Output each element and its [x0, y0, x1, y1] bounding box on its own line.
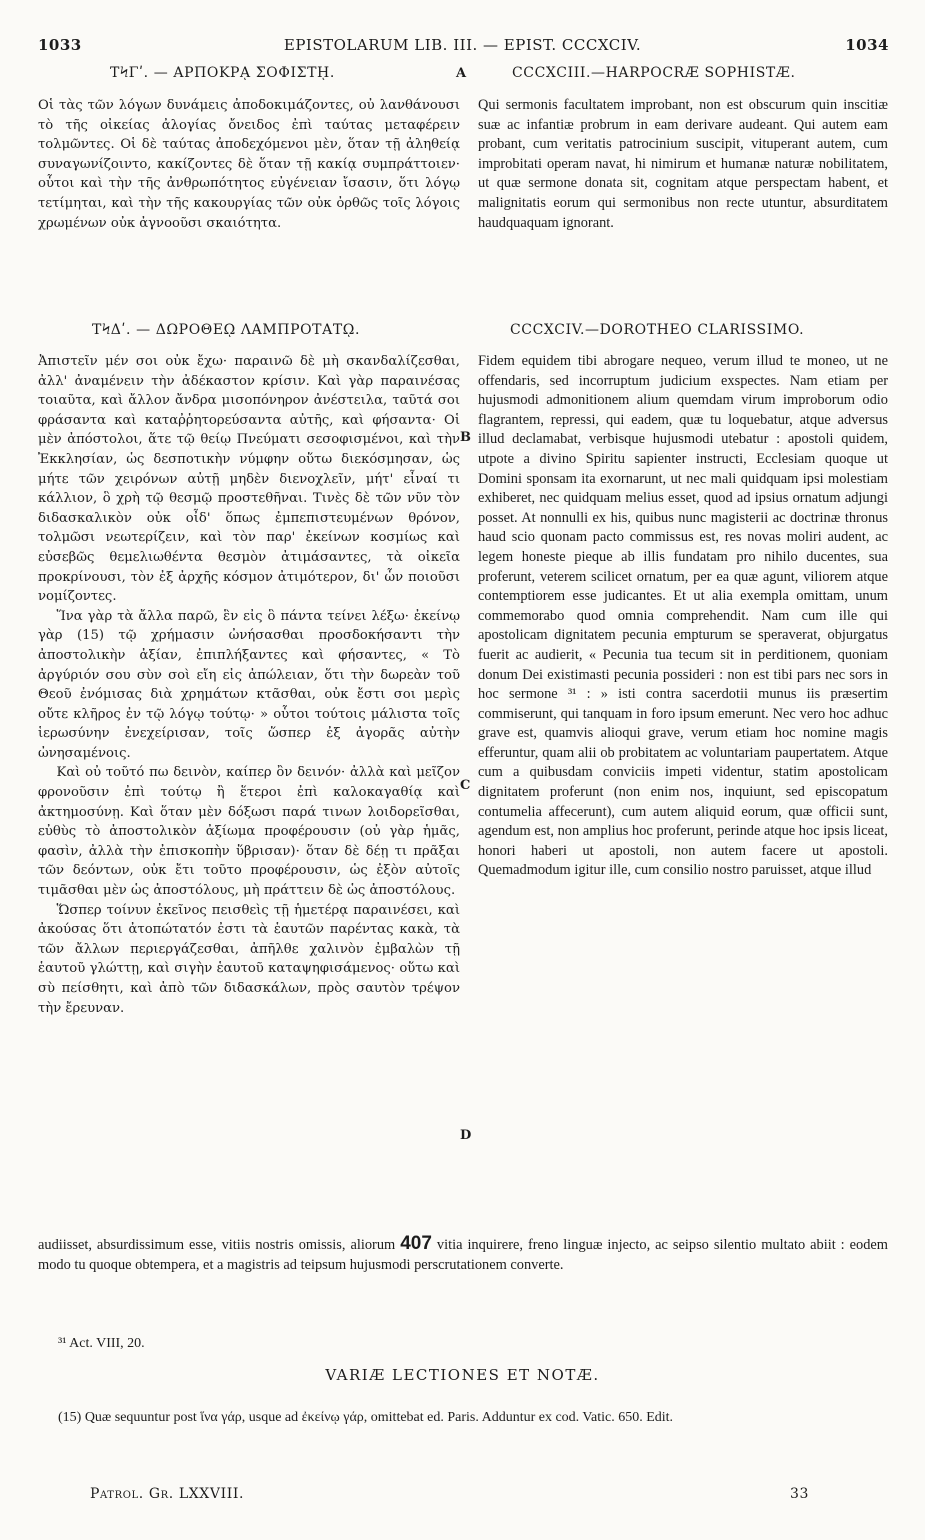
- page-column-left-number: 1033: [38, 36, 82, 54]
- margin-marker-b: B: [460, 430, 471, 445]
- page-number-footer: 33: [789, 1486, 809, 1502]
- running-title: EPISTOLARUM LIB. III. — EPIST. CCCXCIV.: [283, 36, 642, 54]
- greek-letter-title-394: ΤϞΔʹ. — ΔΩΡΟΘΕῼ ΛΑΜΠΡΟΤΑΤῼ.: [92, 322, 361, 338]
- series-footer: Patrol. Gr. LXXVIII.: [90, 1486, 245, 1502]
- page-column-right-number: 1034: [845, 36, 889, 54]
- greek-column-letter-393: [38, 96, 460, 233]
- latin-continuation-start: audiisset, absurdissimum esse, vitiis nostris omissis, aliorum: [38, 1237, 396, 1253]
- latin-paragraph: Fidem equidem tibi abrogare nequeo, verum illud te moneo, ut ne offendaris, sed incorruptum judicium exspectes. Nam etiam per hujusmodi admonitionem alium quemdam virum improborum odio flagrantem, repressi, qui eadem, quæ tu loquebatur, atque adversus illud declamabat, verbisque hujusmodi utebatur : apostoli quidem, utpote a divino Spiritu sapienter instructi, Ecclesiam quoque ut Domini sponsam ita exornarunt, ut nec mali quidquam ipsi molestiam exhiberet, nec quidquam melius esset, quod ad ipsius ornatum adjungi posset. At nonnulli ex his, quibus nunc magisterii ac doctrinæ thronus haud scio quonam pacto commissus est, res novas moliri audent, ac legem honeste pieque ab illis fundatam pro nihilo ducentes, sua proferunt, veterem scilicet ornatum, per ea quæ agunt, viliorem atque contemptiorem esse judicantes. Et ut alia exempla omittam, unum commemorabo quod omnia comprehendit. Nam cum ille qui apostolicam dignitatem pecunia empturum se speraverat, objurgatus fuerit ac audierit, « Pecunia tua tecum sit in perditionem, quoniam donum Dei existimasti pecunia possideri : non est tibi pars nec sors in hoc sermone ³¹ : » isti contra sacerdotii munus iis præsertim commiserunt, qui tanquam in foro ipsum emerunt. Nec vero hoc adhuc grave est, quamvis alioqui grave, verum etiam hoc nomine magis efferuntur, quam alii ob probitatem ac voluntariam paupertatem. Atque cum a quibusdam conviciis impeti videntur, statim apostolicam dignitatem proferunt (non enim nos, inquiunt, sed episcopatum contumelia affecerunt), cum autem aliquid eorum, quæ officii sunt, agendum est, non amplius hoc proferunt, perinde atque hoc ipsis liceat, honori haberi ut apostoli, non autem facere ut apostoli. Quemadmodum igitur ille, cum consilio nostro paruisset, atque illud: [478, 353, 888, 879]
- greek-paragraph: Οἱ τὰς τῶν λόγων δυνάμεις ἀποδοκιμάζοντες, οὐ λανθάνουσι τὸ τῆς οἰκείας ἀλογίας ὄνειδος ἐπὶ ταύτας μεταφέρειν τολμῶντες. Οἱ δὲ ταύτας ἀποδεχόμενοι μὲν, ὅταν τῇ ἀληθείᾳ συναγωνίζοιντο, κακίζοντες δὲ ὅταν τῇ κακίᾳ συμπράττοιεν· οὗτοι καὶ τὴν τῆς ἀνθρωπότητος εὐγένειαν ἴσασιν, ὅτι λόγῳ τετίμηται, καὶ τὴν τῆς κακουργίας τῶν οὐκ ὀρθῶς τοῖς λόγοις χρωμένων οὐκ ἀγνοοῦσι σκαιότητα.: [38, 98, 460, 231]
- notes-heading: VARIÆ LECTIONES ET NOTÆ.: [325, 1366, 600, 1384]
- latin-continuation-end: vitia inquirere, freno linguæ injecto, ac seipso silentio multato abiit : eodem modo tu quoque obtempera, et a magistris ad teipsum hujusmodi perscrutationem converte.: [38, 1237, 889, 1273]
- latin-column-letter-393: [478, 96, 888, 233]
- column-number-407: 407: [400, 1233, 432, 1254]
- greek-paragraph: Ὥσπερ τοίνυν ἐκεῖνος πεισθεὶς τῇ ἡμετέρᾳ παραινέσει, καὶ ἀκούσας ὅτι ἀτοπώτατόν ἐστι τὰ ἑαυτῶν παρέντας κακὰ, τὰ τῶν ἄλλων περιεργάζεσθαι, ἀπῆλθε χαλινὸν ἐμβαλὼν τῇ ἑαυτοῦ γλώττῃ, καὶ σιγὴν ἑαυτοῦ καταψηφισάμενος· οὕτω καὶ σὺ πείσθητι, καὶ ἀπὸ τῶν διδασκάλων, πρὸς σαυτὸν τρέψον τὴν ἔρευναν.: [38, 902, 460, 1016]
- greek-column-letter-394: [38, 352, 460, 1018]
- greek-paragraph: Ἀπιστεῖν μέν σοι οὐκ ἔχω· παραινῶ δὲ μὴ σκανδαλίζεσθαι, ἀλλ' ἀναμένειν τὴν ἀδέκαστον κρίσιν. Καὶ γὰρ παραινέσας τοιαῦτα, καὶ ἄλλον ἄνδρα μισοπόνηρον ἀνέστειλα, ταῦτά σοι φράσαντα καὶ καταῤῥητορεύσαντα αὐτῆς, καὶ φήσαντα· Οἱ μὲν ἀπόστολοι, ἅτε τῷ θείῳ Πνεύματι σεσοφισμένοι, καὶ τὴν Ἐκκλησίαν, ὡς δεσποτικὴν νύμφην οὕτω διεκόσμησαν, ὡς μήτε τῶν χειρόνων αὐτῇ μηδὲν διενοχλεῖν, μήτ' εἶναί τι κάλλιον, ὃ χρὴ τῷ θεσμῷ προστεθῆναι. Τινὲς δὲ τῶν νῦν τὸν διδασκαλικὸν οὐκ οἶδ' ὅπως ἐμπεπιστευμένων θρόνον, τολμῶσι νεωτερίζειν, καὶ τὸν παρ' ἐκείνων κοσμίως καὶ εὐσεβῶς θεμελιωθέντα θεσμὸν ἀτιμάσαντες, τὰ οἰκεῖα προκρίνουσι, τὸν ἐξ ἀρχῆς κόσμον ἀτιμότερον, δι' ὧν ποιοῦσι νομίζοντες.: [38, 354, 460, 605]
- latin-paragraph: Qui sermonis facultatem improbant, non est obscurum quin inscitiæ suæ ac infantiæ probrum in eam derivare audeant. Qui autem eam probant, cum veritatis patrocinium suscipit, vituperant autem, cum improbitati operam navat, hi nimirum et humanæ naturæ nobilitatem, ut quæ sermone donata sit, cognitam atque perspectam habent, et malignitatis eorum qui sermonibus non recte utuntur, absurditatem haudquaquam ignorant.: [478, 97, 888, 231]
- latin-letter-title-394: CCCXCIV.—DOROTHEO CLARISSIMO.: [510, 322, 805, 338]
- latin-letter-title-393: CCCXCIII.—HARPOCRÆ SOPHISTÆ.: [512, 65, 796, 81]
- latin-column-letter-394: [478, 352, 888, 881]
- margin-marker-a: A: [456, 66, 467, 81]
- greek-paragraph: Καὶ οὐ τοῦτό πω δεινὸν, καίπερ ὂν δεινόν· ἀλλὰ καὶ μεῖζον φρονοῦσιν ἐπὶ τούτῳ ἢ ἕτεροι ἐπὶ καλοκαγαθίᾳ καὶ ἀκτημοσύνῃ. Καὶ ὅταν μὲν δόξωσι παρά τινων λοιδορεῖσθαι, εὐθὺς τὸ ἀποστολικὸν ἀξίωμα προφέρουσιν (οὐ γὰρ ἡμᾶς, φασὶν, ἀλλὰ τὴν ἐπισκοπὴν ὕβρισαν)· ὅταν δὲ δέῃ τι πρᾶξαι τῶν δεόντων, οὐκ ἔτι τοῦτο προφέρουσιν, ὡς ἐξὸν αὐτοῖς τιμᾶσθαι μὲν ὡς ἀποστόλους, μὴ πράττειν δὲ ὡς ἀποστόλους.: [38, 765, 460, 899]
- margin-marker-c: C: [460, 778, 471, 793]
- note-15: (15) Quæ sequuntur post ἵνα γάρ, usque ad ἐκείνῳ γάρ, omittebat ed. Paris. Adduntur ex cod. Vatic. 650. Edit.: [58, 1410, 674, 1425]
- latin-full-width-continuation: [38, 1234, 888, 1275]
- greek-letter-title-393: ΤϞΓʹ. — ΑΡΠΟΚΡᾼ ΣΟΦΙΣΤῌ.: [110, 65, 335, 81]
- greek-paragraph: Ἵνα γὰρ τὰ ἄλλα παρῶ, ἓν εἰς ὃ πάντα τείνει λέξω· ἐκείνῳ γὰρ (15) τῷ χρήμασιν ὠνήσασθαι προσδοκήσαντι τὴν ἀποστολικὴν ἀξίαν, ἐπιπλήξαντες καὶ φήσαντες, « Τὸ ἀργύριόν σου σὺν σοὶ εἴη εἰς ἀπώλειαν, ὅτι τὴν δωρεὰν τοῦ Θεοῦ ἐνόμισας διὰ χρημάτων κτᾶσθαι, οὐκ ἔστι σοι μερὶς οὔτε κλῆρος ἐν τῷ λόγῳ τούτῳ· » οὗτοι τούτοις μάλιστα τοῖς ἱερωσύνην ἐνεχείρισαν, τοῖς ὥσπερ ἐξ ἀγορᾶς αὐτὴν ὠνησαμένοις.: [38, 608, 460, 761]
- margin-marker-d: D: [460, 1128, 472, 1143]
- footnote-31: ³¹ Act. VIII, 20.: [58, 1336, 145, 1351]
